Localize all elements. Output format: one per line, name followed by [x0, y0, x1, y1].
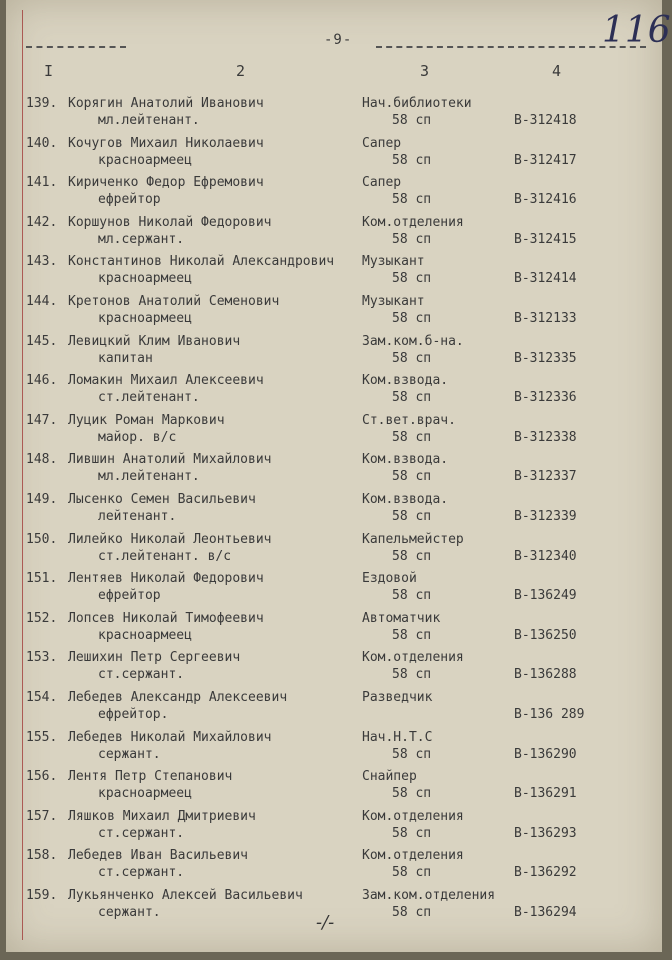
military-rank: ефрейтор [98, 588, 161, 604]
entry-number: 139. [26, 96, 58, 111]
unit: 58 сп [392, 865, 432, 881]
list-item [6, 611, 662, 651]
position: Музыкант [362, 294, 425, 309]
military-rank: сержант. [98, 746, 161, 762]
unit: 58 сп [392, 271, 432, 287]
military-rank: мл.лейтенант. [98, 113, 200, 128]
column-header: 3 [420, 62, 430, 80]
list-item [6, 175, 662, 215]
service-code: В-136292 [514, 865, 577, 881]
position: Ком.отделения [362, 808, 464, 824]
entry-number: 144. [26, 294, 58, 309]
military-rank: красноармеец [98, 271, 192, 287]
person-name: Лысенко Семен Васильевич [68, 492, 256, 507]
person-name: Кочугов Михаил Николаевич [68, 135, 264, 151]
unit: 58 сп [392, 231, 432, 247]
dash-separator-right [376, 46, 646, 48]
position: Снайпер [362, 769, 417, 785]
list-item [6, 215, 662, 255]
unit: 58 сп [392, 627, 432, 643]
footer-mark: -/- [316, 912, 335, 933]
military-rank: ст.сержант. [98, 667, 185, 683]
person-name: Константинов Николай Александрович [68, 254, 335, 270]
person-name: Лившин Анатолий Михайлович [68, 452, 272, 468]
military-rank: красноармеец [98, 311, 192, 326]
position: Зам.ком.б-на. [362, 333, 464, 349]
military-rank: ст.лейтенант. в/с [98, 548, 232, 564]
position: Ком.взвода. [362, 452, 449, 468]
military-rank: ст.сержант. [98, 825, 185, 841]
military-rank: ст.лейтенант. [98, 390, 200, 406]
list-item [6, 96, 662, 136]
military-rank: ст.сержант. [98, 865, 185, 881]
service-code: В-312414 [514, 271, 577, 287]
entry-number: 155. [26, 729, 58, 745]
column-header: 2 [236, 62, 246, 80]
position: Ком.взвода. [362, 373, 449, 389]
military-rank: мл.сержант. [98, 231, 185, 247]
service-code: В-136250 [514, 627, 577, 643]
service-code: В-136291 [514, 786, 577, 802]
person-name: Кириченко Федор Ефремович [68, 175, 264, 191]
unit: 58 сп [392, 509, 432, 524]
military-rank: капитан [98, 350, 153, 366]
entry-number: 157. [26, 808, 58, 824]
unit: 58 сп [392, 786, 432, 802]
person-name: Кретонов Анатолий Семенович [68, 294, 280, 309]
military-rank: ефрейтор. [98, 707, 169, 722]
list-item [6, 690, 662, 730]
position: Ком.отделения [362, 848, 464, 864]
list-item [6, 532, 662, 572]
position: Ст.вет.врач. [362, 412, 456, 428]
person-name: Лопсев Николай Тимофеевич [68, 610, 264, 626]
column-header: I [44, 62, 54, 80]
position: Нач.Н.Т.С [362, 729, 433, 745]
military-rank: красноармеец [98, 786, 192, 802]
position: Ком.взвода. [362, 492, 449, 507]
unit: 58 сп [392, 429, 432, 445]
list-item [6, 136, 662, 176]
military-rank: ефрейтор [98, 192, 161, 208]
unit: 58 сп [392, 113, 432, 128]
list-item [6, 809, 662, 849]
person-name: Лилейко Николай Леонтьевич [68, 531, 272, 547]
unit: 58 сп [392, 548, 432, 564]
entry-number: 159. [26, 888, 58, 903]
list-item [6, 452, 662, 492]
position: Зам.ком.отделения [362, 888, 496, 903]
service-code: В-136 289 [514, 707, 585, 722]
list-item [6, 730, 662, 770]
entry-number: 146. [26, 373, 58, 389]
service-code: В-312338 [514, 429, 577, 445]
person-name: Лукьянченко Алексей Васильевич [68, 888, 303, 903]
service-code: В-312416 [514, 192, 577, 208]
service-code: В-136249 [514, 588, 577, 604]
position: Ком.отделения [362, 214, 464, 230]
service-code: В-312339 [514, 509, 577, 524]
unit: 58 сп [392, 469, 432, 485]
service-code: В-312415 [514, 231, 577, 247]
military-rank: лейтенант. [98, 509, 177, 524]
entry-number: 142. [26, 214, 58, 230]
service-code: В-136290 [514, 746, 577, 762]
service-code: В-136293 [514, 825, 577, 841]
unit: 58 сп [392, 350, 432, 366]
person-name: Луцик Роман Маркович [68, 412, 225, 428]
unit: 58 сп [392, 905, 432, 920]
entry-number: 151. [26, 571, 58, 587]
list-item [6, 650, 662, 690]
person-name: Коршунов Николай Федорович [68, 214, 272, 230]
service-code: В-312340 [514, 548, 577, 564]
entry-number: 145. [26, 333, 58, 349]
position: Ездовой [362, 571, 417, 587]
unit: 58 сп [392, 588, 432, 604]
archive-number: 116 [602, 10, 671, 51]
list-item [6, 334, 662, 374]
military-rank: майор. в/с [98, 429, 177, 445]
person-name: Лешихин Петр Сергеевич [68, 650, 241, 666]
entry-number: 152. [26, 610, 58, 626]
entry-number: 158. [26, 848, 58, 864]
dash-separator-left [26, 46, 126, 48]
position: Музыкант [362, 254, 425, 270]
person-name: Лентя Петр Степанович [68, 769, 233, 785]
entry-number: 148. [26, 452, 58, 468]
unit: 58 сп [392, 311, 432, 326]
unit: 58 сп [392, 192, 432, 208]
unit: 58 сп [392, 390, 432, 406]
unit: 58 сп [392, 825, 432, 841]
position: Сапер [362, 135, 402, 151]
document-sheet [6, 0, 671, 952]
list-item [6, 294, 662, 334]
list-item [6, 254, 662, 294]
person-name: Лебедев Александр Алексеевич [68, 690, 288, 705]
service-code: В-136288 [514, 667, 577, 683]
service-code: В-312133 [514, 311, 577, 326]
list-item [6, 413, 662, 453]
entry-number: 154. [26, 690, 58, 705]
service-code: В-312418 [514, 113, 577, 128]
person-name: Корягин Анатолий Иванович [68, 96, 264, 111]
person-name: Лентяев Николай Федорович [68, 571, 264, 587]
column-header: 4 [552, 62, 562, 80]
military-rank: мл.лейтенант. [98, 469, 200, 485]
person-name: Ломакин Михаил Алексеевич [68, 373, 264, 389]
unit: 58 сп [392, 152, 432, 168]
list-item [6, 571, 662, 611]
entry-number: 150. [26, 531, 58, 547]
page-number: -9- [324, 32, 353, 48]
position: Ком.отделения [362, 650, 464, 666]
list-item [6, 373, 662, 413]
entry-number: 141. [26, 175, 58, 191]
service-code: В-312417 [514, 152, 577, 168]
position: Сапер [362, 175, 402, 191]
list-item [6, 848, 662, 888]
entry-number: 149. [26, 492, 58, 507]
list-item [6, 492, 662, 532]
entry-number: 143. [26, 254, 58, 270]
entry-number: 147. [26, 412, 58, 428]
position: Разведчик [362, 690, 433, 705]
service-code: В-312337 [514, 469, 577, 485]
unit: 58 сп [392, 746, 432, 762]
service-code: В-312336 [514, 390, 577, 406]
service-code: В-312335 [514, 350, 577, 366]
military-rank: сержант. [98, 905, 161, 920]
position: Нач.библиотеки [362, 96, 472, 111]
list-item [6, 769, 662, 809]
person-name: Ляшков Михаил Дмитриевич [68, 808, 256, 824]
position: Автоматчик [362, 610, 441, 626]
entry-number: 140. [26, 135, 58, 151]
position: Капельмейстер [362, 531, 464, 547]
person-name: Левицкий Клим Иванович [68, 333, 241, 349]
entry-number: 153. [26, 650, 58, 666]
service-code: В-136294 [514, 905, 577, 920]
person-name: Лебедев Николай Михайлович [68, 729, 272, 745]
military-rank: красноармеец [98, 627, 192, 643]
military-rank: красноармеец [98, 152, 192, 168]
person-name: Лебедев Иван Васильевич [68, 848, 249, 864]
entry-number: 156. [26, 769, 58, 785]
unit: 58 сп [392, 667, 432, 683]
